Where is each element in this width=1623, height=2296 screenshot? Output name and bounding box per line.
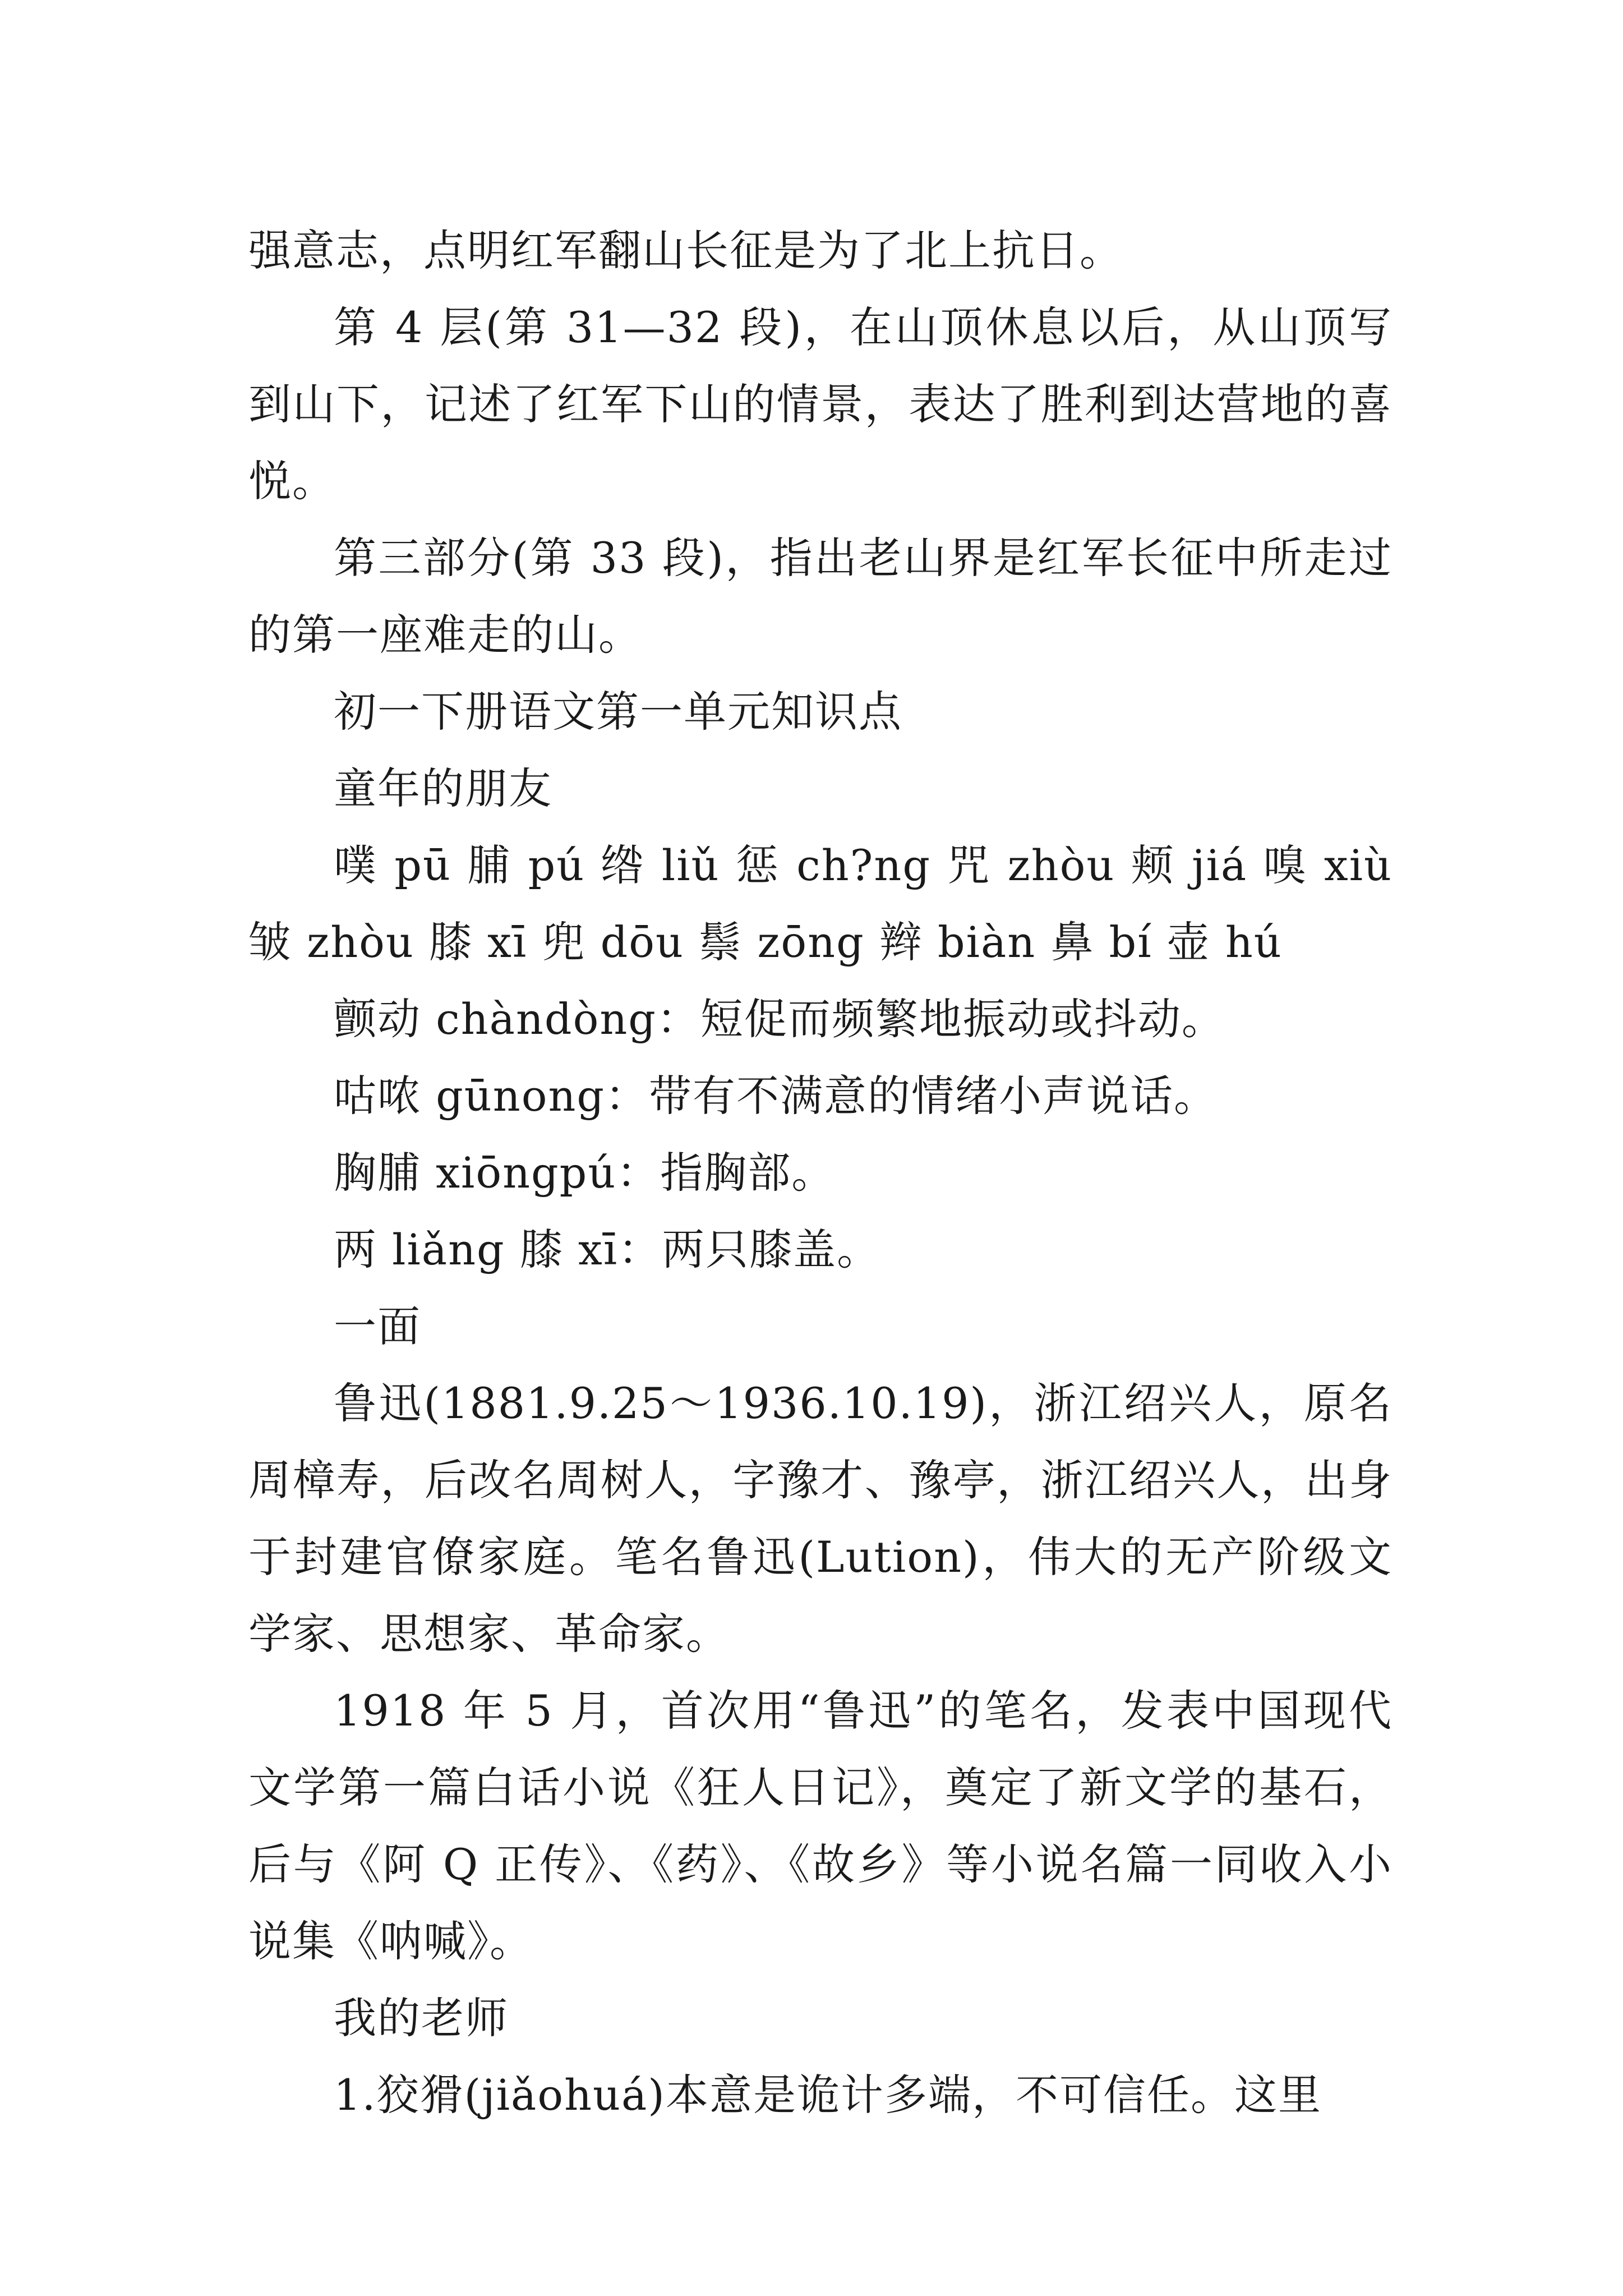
paragraph-layer-3-conclusion: 强意志，点明红军翻山长征是为了北上抗日。: [248, 226, 1123, 275]
definition-chandong: 颤动 chàndòng：短促而频繁地振动或抖动。: [334, 994, 1225, 1044]
definition-liangxi: 两 liǎng 膝 xī：两只膝盖。: [334, 1225, 881, 1274]
section-heading-unit-1: 初一下册语文第一单元知识点: [334, 687, 902, 737]
paragraph-layer-4: 第 4 层(第 31—32 段)，在山顶休息以后，从山顶写到山下，记述了红军下山的情景，表达了胜利到达营地的喜悦。: [248, 302, 1393, 506]
document-body: [248, 212, 1393, 2133]
lesson-title-yimian: 一面: [334, 1301, 421, 1351]
definition-gunong: 咕哝 gūnong：带有不满意的情绪小声说话。: [334, 1071, 1218, 1121]
paragraph-part-3: 第三部分(第 33 段)，指出老山界是红军长征中所走过的第一座难走的山。: [248, 533, 1393, 660]
lesson-title-my-teacher: 我的老师: [334, 1993, 509, 2043]
paragraph-luxun-bio: 鲁迅(1881.9.25～1936.10.19)，浙江绍兴人，原名周樟寿，后改名周树人，字豫才、豫亭，浙江绍兴人，出身于封建官僚家庭。笔名鲁迅(Lution)，伟大的无产阶级文学家、思想家、革命家。: [248, 1378, 1393, 1659]
note-jiaohua: 1.狡猾(jiǎohuá)本意是诡计多端，不可信任。这里: [334, 2070, 1322, 2120]
definition-xiongpu: 胸脯 xiōngpú：指胸部。: [334, 1148, 836, 1198]
paragraph-luxun-works: 1918 年 5 月，首次用“鲁迅”的笔名，发表中国现代文学第一篇白话小说《狂人日记》，奠定了新文学的基石，后与《阿 Q 正传》、《药》、《故乡》等小说名篇一同收入小说集《呐喊》。: [248, 1686, 1393, 1966]
lesson-title-childhood-friend: 童年的朋友: [334, 763, 552, 813]
vocabulary-pinyin-list: 噗 pū 脯 pú 绺 liǔ 惩 ch?ng 咒 zhòu 颊 jiá 嗅 xiù 皱 zhòu 膝 xī 兜 dōu 鬃 zōng 辫 biàn 鼻 bí 壶 hú: [248, 840, 1393, 967]
